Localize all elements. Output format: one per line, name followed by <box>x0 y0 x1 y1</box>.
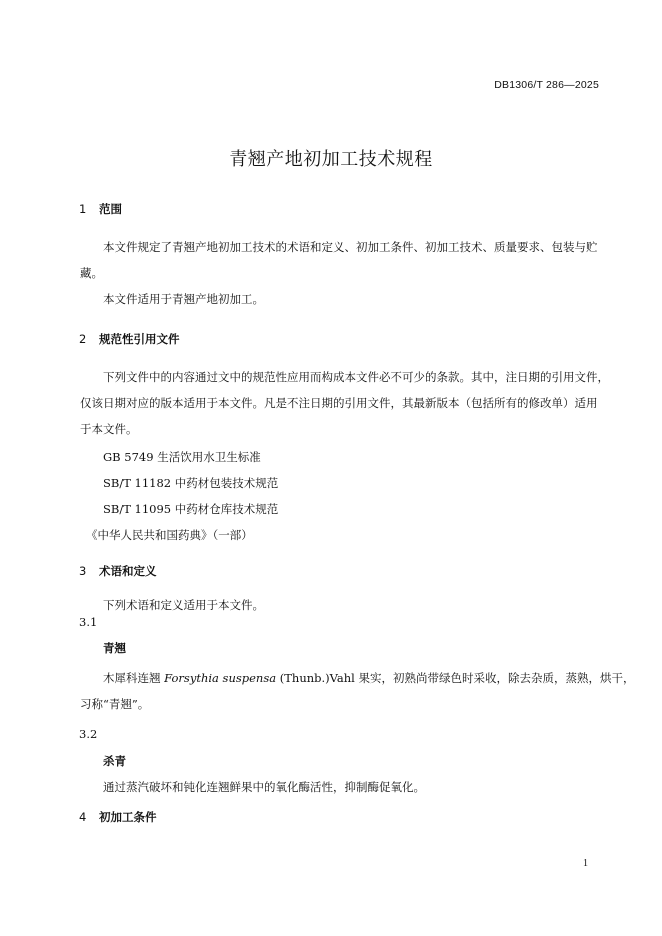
reference-item: GB 5749 生活饮用水卫生标准 <box>103 450 261 464</box>
section-title: 规范性引用文件 <box>99 332 180 346</box>
term-number: 3.1 <box>79 615 98 629</box>
section-title: 初加工条件 <box>99 810 157 824</box>
term-number: 3.2 <box>79 727 98 741</box>
section-2-heading <box>79 331 180 347</box>
scope-paragraph-line: 藏。 <box>80 266 103 280</box>
section-number: 2 <box>79 332 87 346</box>
definition-suffix: (Thunb.)Vahl 果实，初熟尚带绿色时采收，除去杂质，蒸熟，烘干， <box>276 671 635 685</box>
term-definition-line <box>103 670 634 686</box>
page-title: 青翘产地初加工技术规程 <box>229 149 433 170</box>
section-4-heading <box>79 809 157 825</box>
section-1-heading <box>79 201 122 217</box>
section-title: 术语和定义 <box>99 564 157 578</box>
latin-name: Forsythia suspensa <box>164 671 277 685</box>
terms-intro: 下列术语和定义适用于本文件。 <box>103 598 264 612</box>
section-number: 4 <box>79 810 87 824</box>
reference-item: SB/T 11182 中药材包装技术规范 <box>103 476 279 490</box>
page-number: 1 <box>583 858 588 869</box>
section-number: 1 <box>79 202 87 216</box>
scope-paragraph-line: 本文件规定了青翘产地初加工技术的术语和定义、初加工条件、初加工技术、质量要求、包装与贮 <box>103 240 598 254</box>
refs-intro-line: 仅该日期对应的版本适用于本文件。凡是不注日期的引用文件，其最新版本（包括所有的修改单）适用 <box>80 396 598 410</box>
section-3-heading <box>79 563 157 579</box>
term-definition: 通过蒸汽破坏和钝化连翘鲜果中的氧化酶活性，抑制酶促氧化。 <box>103 780 425 794</box>
term-name: 青翘 <box>103 641 126 655</box>
refs-intro-line: 下列文件中的内容通过文中的规范性应用而构成本文件必不可少的条款。其中，注日期的引用文件， <box>103 370 609 384</box>
section-number: 3 <box>79 564 87 578</box>
document-number: DB1306/T 286—2025 <box>494 79 599 91</box>
term-definition-line: 习称“青翘”。 <box>80 697 150 711</box>
scope-paragraph: 本文件适用于青翘产地初加工。 <box>103 292 264 306</box>
refs-intro-line: 于本文件。 <box>80 422 138 436</box>
reference-item: 《中华人民共和国药典》（一部） <box>86 528 253 542</box>
definition-prefix: 木犀科连翘 <box>103 671 165 685</box>
section-title: 范围 <box>99 202 122 216</box>
reference-item: SB/T 11095 中药材仓库技术规范 <box>103 502 279 516</box>
term-name: 杀青 <box>103 754 126 768</box>
